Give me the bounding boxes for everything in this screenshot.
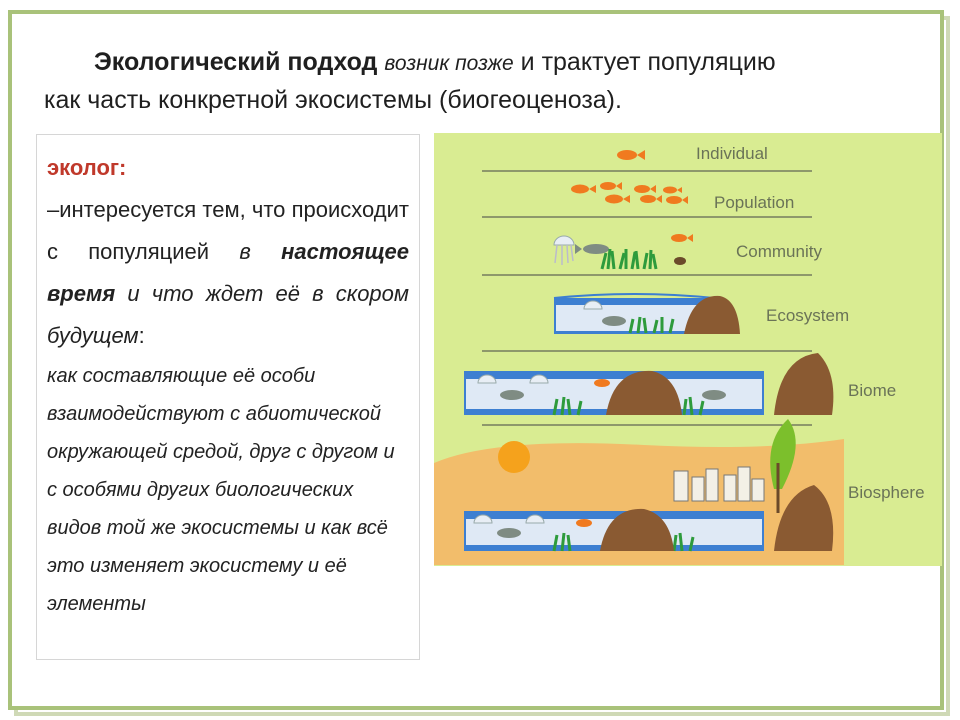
ecology-levels-figure [434, 133, 942, 566]
ecosystem-icon [554, 294, 740, 334]
heading-bold: Экологический подход [94, 48, 378, 76]
heading-line-2: как часть конкретной экосистемы (биогеоценоза). [44, 86, 622, 114]
level-label-community: Community [736, 242, 822, 261]
text-box [36, 134, 420, 660]
biosphere-icon [434, 419, 844, 565]
level-label-individual: Individual [696, 144, 768, 163]
heading-rest: и трактует популяцию [520, 48, 776, 76]
heading-italic: возник позже [384, 52, 514, 75]
level-label-biosphere: Biosphere [848, 483, 925, 502]
individual-fish-icon [617, 150, 645, 160]
level-label-biome: Biome [848, 381, 897, 400]
biome-icon [464, 353, 833, 415]
box-main-text [47, 189, 409, 357]
box-detail-text: как составляющие её особи взаимодействуют с абиотической окружающей средой, друг с другом и с особями других биологических видов той же экосистемы и как всё это изменяет экосистему и её элементы [47, 365, 395, 615]
community-icon [554, 234, 693, 269]
level-label-population: Population [714, 193, 795, 212]
level-label-ecosystem: Ecosystem [766, 306, 850, 325]
heading-line-1 [44, 44, 924, 82]
main-bold: настоящее время [47, 239, 409, 306]
main-pre: –интересуется тем, что происходит с популяцией [47, 197, 409, 264]
main-colon: : [138, 323, 145, 348]
population-fish-icon [571, 182, 688, 204]
box-label: эколог: [47, 155, 127, 180]
main-v: в [239, 239, 251, 264]
slide-heading [44, 44, 924, 118]
main-mid: и что ждет её в скором будущем [47, 281, 409, 348]
